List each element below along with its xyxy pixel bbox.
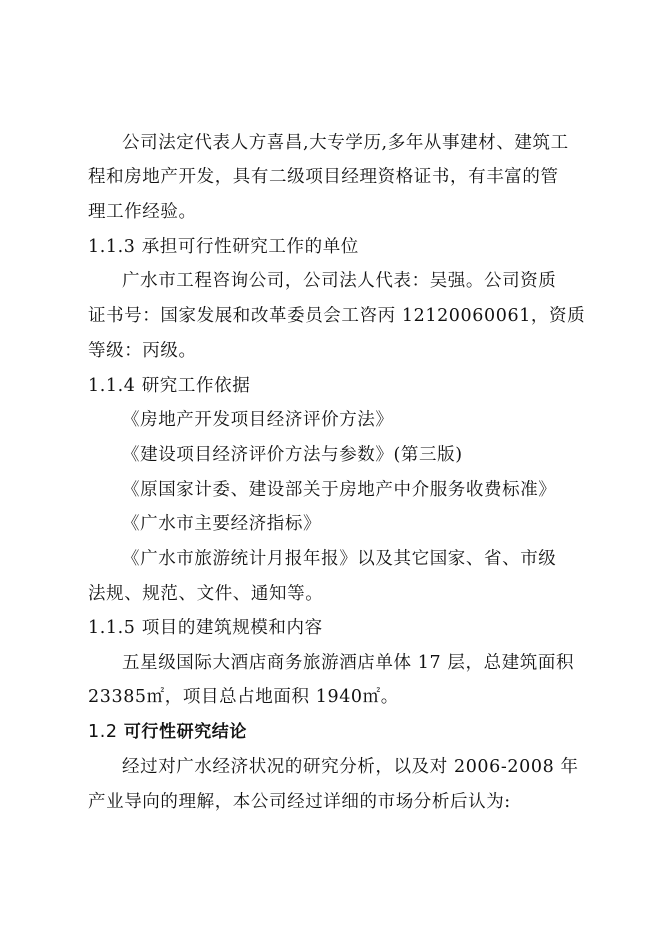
basis-item-1: 《房地产开发项目经济评价方法》 xyxy=(122,410,394,430)
paragraph-scale-line-2: 23385㎡，项目总占地面积 1940㎡。 xyxy=(88,687,399,707)
section-number: 1.2 xyxy=(88,722,118,742)
basis-item-3: 《原国家计委、建设部关于房地产中介服务收费标准》 xyxy=(122,480,557,500)
paragraph-unit-line-2: 证书号：国家发展和改革委员会工咨丙 12120060061，资质 xyxy=(88,306,586,326)
section-heading-1-2 xyxy=(88,721,247,743)
paragraph-legal-rep-line-2: 程和房地产开发，具有二级项目经理资格证书，有丰富的管 xyxy=(88,167,559,187)
basis-item-2: 《建设项目经济评价方法与参数》(第三版) xyxy=(122,445,463,465)
paragraph-unit-line-3: 等级：丙级。 xyxy=(88,341,197,361)
paragraph-legal-rep-line-1: 公司法定代表人方喜昌,大专学历,多年从事建材、建筑工 xyxy=(122,133,569,153)
section-heading-1-1-3: 1.1.3 承担可行性研究工作的单位 xyxy=(88,237,359,257)
basis-item-5-line-2: 法规、规范、文件、通知等。 xyxy=(88,584,324,604)
paragraph-conclusion-line-1: 经过对广水经济状况的研究分析，以及对 2006-2008 年 xyxy=(122,757,579,777)
basis-item-5-line-1: 《广水市旅游统计月报年报》以及其它国家、省、市级 xyxy=(122,549,557,569)
section-heading-1-1-4: 1.1.4 研究工作依据 xyxy=(88,376,251,396)
paragraph-conclusion-line-2: 产业导向的理解，本公司经过详细的市场分析后认为: xyxy=(88,792,511,812)
paragraph-legal-rep-line-3: 理工作经验。 xyxy=(88,202,197,222)
paragraph-unit-line-1: 广水市工程咨询公司，公司法人代表：吴强。公司资质 xyxy=(122,271,557,291)
section-title: 可行性研究结论 xyxy=(123,722,248,742)
basis-item-4: 《广水市主要经济指标》 xyxy=(122,514,322,534)
section-heading-1-1-5: 1.1.5 项目的建筑规模和内容 xyxy=(88,618,323,638)
paragraph-scale-line-1: 五星级国际大酒店商务旅游酒店单体 17 层，总建筑面积 xyxy=(122,653,575,673)
